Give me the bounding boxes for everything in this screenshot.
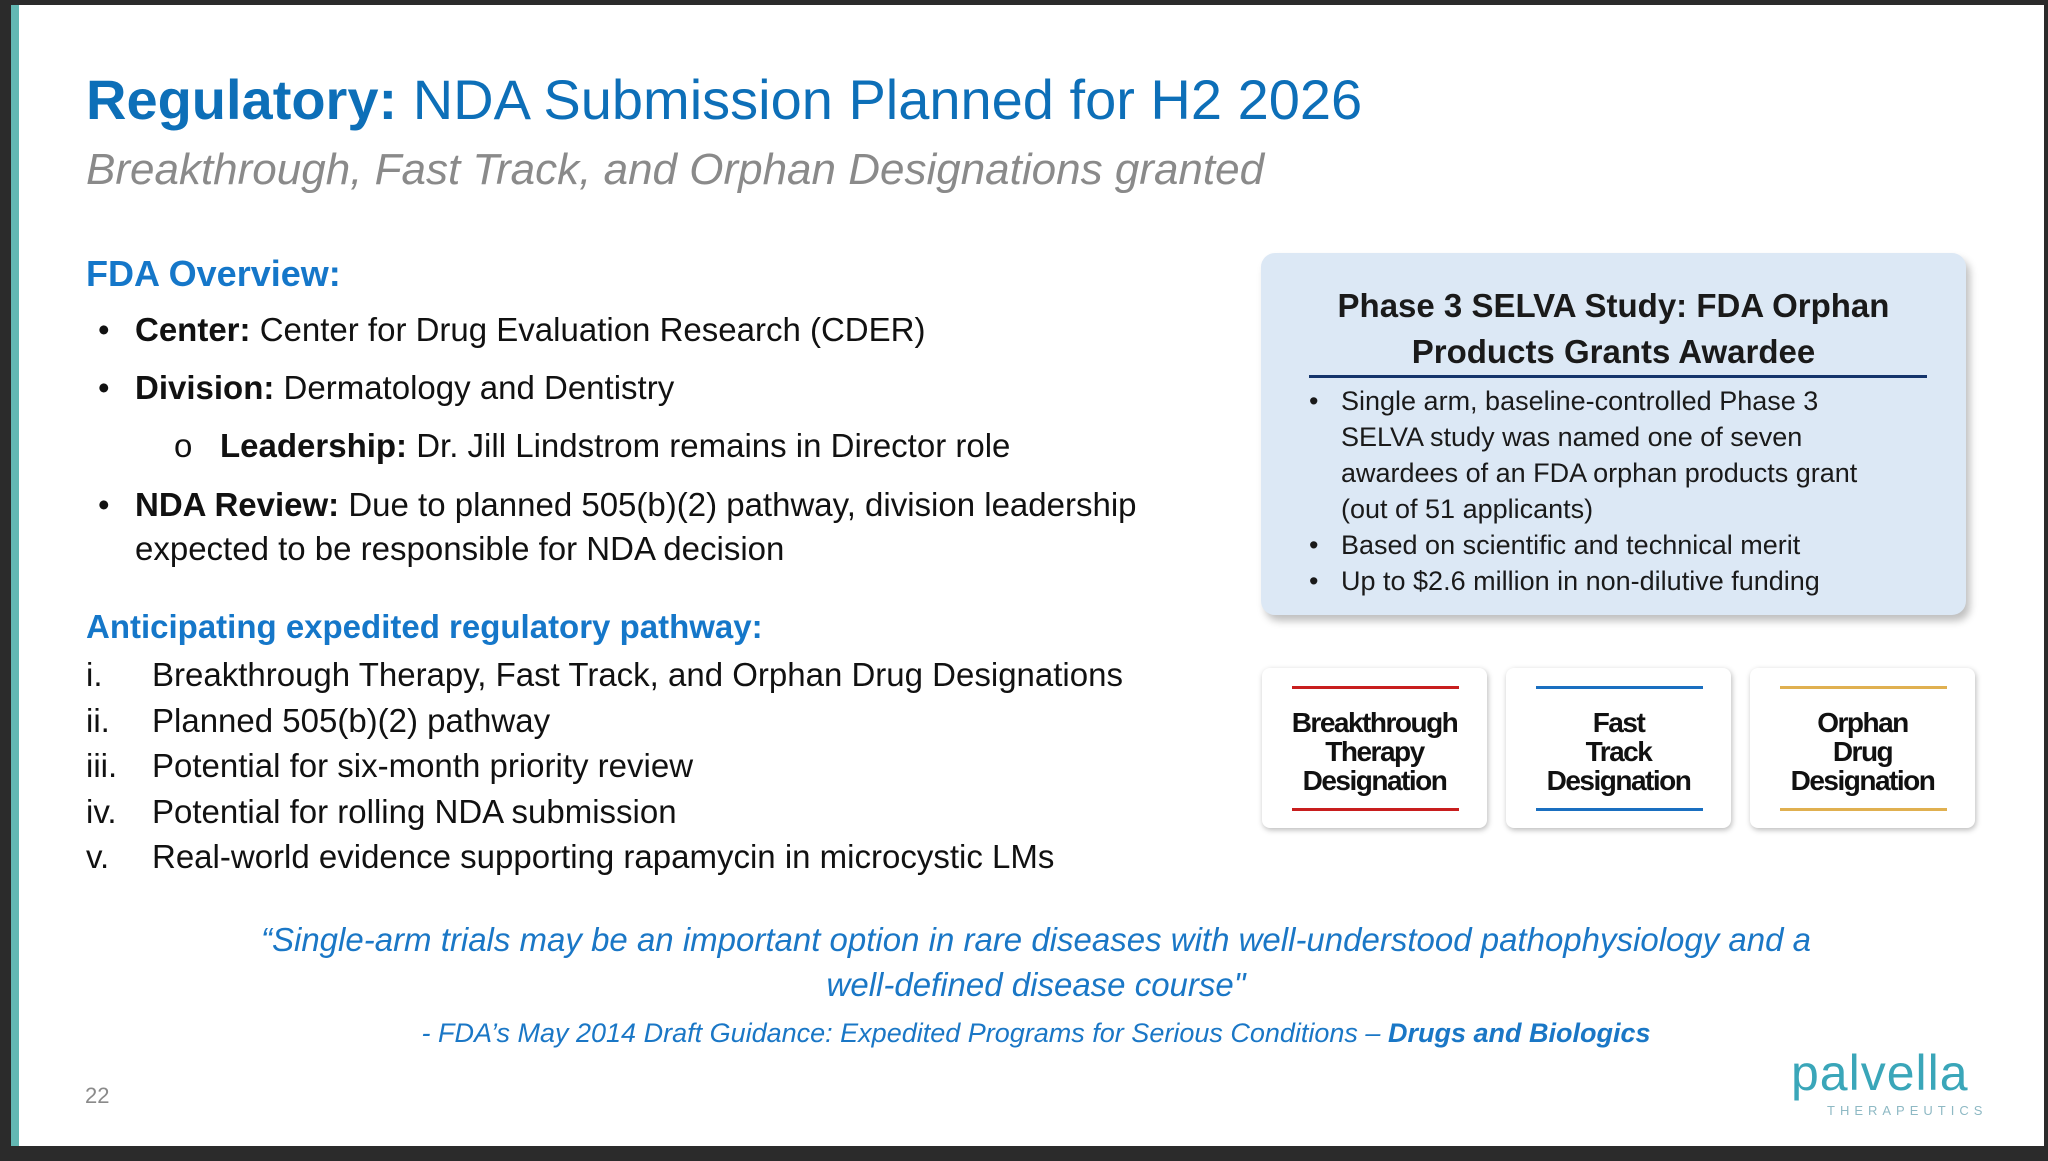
card-title (1261, 283, 1966, 375)
citation-prefix: - FDA’s May 2014 Draft Guidance: Expedited Programs for Serious Conditions – (421, 1018, 1388, 1048)
badge-line1: Breakthrough (1291, 707, 1458, 738)
bullet-dot: • (98, 369, 110, 406)
card-bullet-3 (1309, 563, 1949, 599)
badge-line1: Orphan (1817, 707, 1908, 738)
pathway-item-5 (86, 838, 1054, 876)
quote-line2: well-defined disease course" (826, 966, 1246, 1003)
card-bullet-1 (1309, 383, 1949, 527)
item-number: i. (86, 656, 103, 693)
badge-line2: Therapy (1325, 736, 1424, 767)
left-accent-bar (11, 5, 19, 1146)
page-subtitle: Breakthrough, Fast Track, and Orphan Designations granted (86, 145, 1265, 194)
item-text: Breakthrough Therapy, Fast Track, and Orphan Drug Designations (152, 656, 1123, 693)
badge-label (1262, 708, 1487, 795)
card-bullet-text: Single arm, baseline-controlled Phase 3 (1341, 386, 1819, 416)
badge-line1: Fast (1592, 707, 1645, 738)
sub-bullet-marker: o (174, 427, 193, 464)
badge-label (1506, 708, 1731, 795)
badge-bottom-line (1292, 808, 1459, 811)
badge-line2: Track (1585, 736, 1652, 767)
item-text: Potential for six-month priority review (152, 747, 694, 784)
slide (11, 5, 2044, 1146)
bullet-dot: • (98, 486, 110, 523)
title-bold: Regulatory: (86, 68, 398, 131)
item-text: Real-world evidence supporting rapamycin in microcystic LMs (152, 838, 1055, 875)
quote-line1: “Single-arm trials may be an important option in rare diseases with well-understood pathophysiology and a (261, 921, 1811, 958)
nda-text-line1: Due to planned 505(b)(2) pathway, division leadership (339, 486, 1137, 523)
nda-text-line2: expected to be responsible for NDA decision (135, 530, 785, 567)
badge-top-line (1292, 686, 1459, 689)
center-label: Center: (135, 311, 251, 348)
division-bullet (98, 366, 675, 410)
item-number: ii. (86, 702, 110, 739)
bullet-dot: • (1309, 386, 1319, 416)
badge-line3: Designation (1302, 765, 1447, 796)
fda-quote (101, 917, 1971, 1007)
bullet-dot: • (98, 311, 110, 348)
pathway-item-2 (86, 702, 550, 740)
card-title-rule (1309, 375, 1927, 378)
fda-overview-heading: FDA Overview: (86, 253, 341, 294)
quote-citation (101, 1018, 1971, 1049)
card-bullet-text: Based on scientific and technical merit (1341, 530, 1801, 560)
orphan-drug-designation-badge (1750, 668, 1975, 828)
citation-bold: Drugs and Biologics (1387, 1018, 1651, 1048)
nda-review-bullet (98, 483, 1137, 571)
logo-subtitle: THERAPEUTICS (1827, 1103, 1988, 1118)
pathway-item-4 (86, 793, 677, 831)
item-text: Planned 505(b)(2) pathway (152, 702, 551, 739)
badge-bottom-line (1780, 808, 1947, 811)
item-number: iii. (86, 747, 118, 784)
fast-track-designation-badge (1506, 668, 1731, 828)
badge-line3: Designation (1546, 765, 1691, 796)
palvella-logo (1791, 1045, 1988, 1118)
card-bullet-text: Up to $2.6 million in non-dilutive funding (1341, 566, 1820, 596)
logo-wordmark: palvella (1791, 1045, 1969, 1101)
page-title (86, 67, 1362, 132)
card-title-line1: Phase 3 SELVA Study: FDA Orphan (1337, 287, 1890, 324)
bullet-dot: • (1309, 566, 1319, 596)
title-rest: NDA Submission Planned for H2 2026 (397, 68, 1363, 131)
card-bullet-text: (out of 51 applicants) (1341, 494, 1594, 524)
pathway-item-3 (86, 747, 693, 785)
pathway-heading: Anticipating expedited regulatory pathway: (86, 608, 763, 645)
card-bullet-2 (1309, 527, 1949, 563)
badge-label (1750, 708, 1975, 795)
page-number: 22 (85, 1083, 110, 1108)
badge-top-line (1780, 686, 1947, 689)
selva-study-card (1261, 253, 1966, 615)
item-number: v. (86, 838, 110, 875)
card-bullet-text: SELVA study was named one of seven (1341, 422, 1803, 452)
bullet-dot: • (1309, 530, 1319, 560)
leadership-text: Dr. Jill Lindstrom remains in Director role (407, 427, 1011, 464)
division-text: Dermatology and Dentistry (274, 369, 675, 406)
center-text: Center for Drug Evaluation Research (CDER) (250, 311, 926, 348)
item-text: Potential for rolling NDA submission (152, 793, 677, 830)
division-label: Division: (135, 369, 275, 406)
nda-label: NDA Review: (135, 486, 340, 523)
badge-line2: Drug (1832, 736, 1893, 767)
center-bullet (98, 308, 926, 352)
card-title-line2: Products Grants Awardee (1411, 333, 1816, 370)
leadership-bullet (174, 424, 1011, 468)
item-number: iv. (86, 793, 117, 830)
card-bullet-text: awardees of an FDA orphan products grant (1341, 458, 1858, 488)
badge-top-line (1536, 686, 1703, 689)
badge-bottom-line (1536, 808, 1703, 811)
leadership-label: Leadership: (220, 427, 408, 464)
breakthrough-designation-badge (1262, 668, 1487, 828)
pathway-item-1 (86, 656, 1123, 694)
card-bullet-list (1309, 383, 1949, 599)
badge-line3: Designation (1790, 765, 1935, 796)
